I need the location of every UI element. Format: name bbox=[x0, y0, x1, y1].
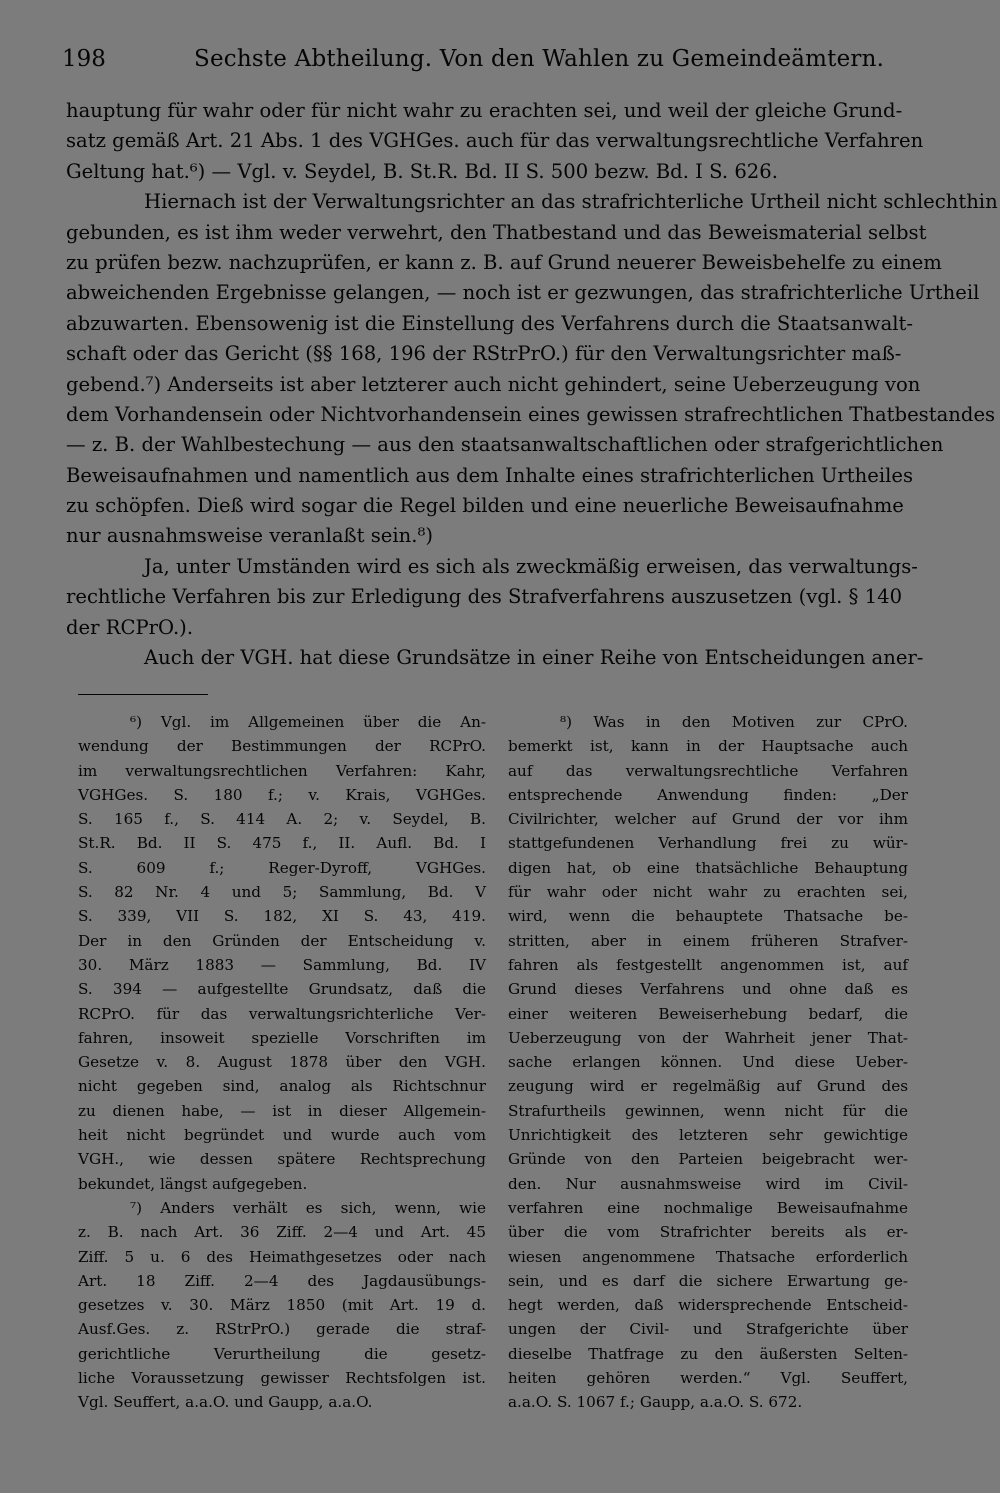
footnote-line: zeugung wird er regelmäßig auf Grund des bbox=[508, 1077, 908, 1096]
footnote-line: ⁸) Was in den Motiven zur CPrO. bbox=[560, 713, 908, 731]
body-line: abzuwarten. Ebensowenig ist die Einstellung des Verfahrens durch die Staatsanwalt- bbox=[66, 311, 914, 335]
footnote-line: stritten, aber in einem früheren Strafver- bbox=[508, 931, 908, 950]
footnote-line: Der in den Gründen der Entscheidung v. bbox=[78, 931, 486, 950]
body-line: rechtliche Verfahren bis zur Erledigung des Strafverfahrens auszusetzen (vgl. § 140 bbox=[66, 585, 903, 609]
footnote-line: S. 394 — aufgestellte Grundsatz, daß die bbox=[78, 980, 486, 999]
footnote-line: Strafurtheils gewinnen, wenn nicht für die bbox=[508, 1101, 908, 1120]
footnote-line: fahren, insoweit spezielle Vorschriften im bbox=[78, 1028, 486, 1047]
footnote-line: z. B. nach Art. 36 Ziff. 2—4 und Art. 45 bbox=[78, 1223, 486, 1242]
footnote-line: Civilrichter, welcher auf Grund der vor ihm bbox=[508, 810, 908, 829]
footnote-line: Gesetze v. 8. August 1878 über den VGH. bbox=[78, 1053, 486, 1072]
footnote-line: Art. 18 Ziff. 2—4 des Jagdausübungs- bbox=[78, 1271, 486, 1290]
footnote-line: ⁷) Anders verhält es sich, wenn, wie bbox=[130, 1198, 486, 1217]
footnote-line: Unrichtigkeit des letzteren sehr gewichtige bbox=[508, 1126, 908, 1145]
footnote-line: heit nicht begründet und wurde auch vom bbox=[78, 1126, 486, 1145]
footnote-line: S. 165 f., S. 414 A. 2; v. Seydel, B. bbox=[78, 810, 486, 829]
footnote-line: VGHGes. S. 180 f.; v. Krais, VGHGes. bbox=[78, 785, 486, 804]
footnote-line: im verwaltungsrechtlichen Verfahren: Kahr, bbox=[78, 761, 486, 780]
body-line: nur ausnahmsweise veranlaßt sein.⁸) bbox=[66, 524, 433, 548]
body-line: Ja, unter Umständen wird es sich als zweckmäßig erweisen, das verwaltungs- bbox=[144, 554, 918, 578]
footnote-line: heiten gehören werden.“ Vgl. Seuffert, bbox=[508, 1369, 908, 1388]
footnote-line: a.a.O. S. 1067 f.; Gaupp, a.a.O. S. 672. bbox=[508, 1393, 803, 1412]
body-line: Auch der VGH. hat diese Grundsätze in einer Reihe von Entscheidungen aner- bbox=[144, 646, 924, 670]
footnote-line: wiesen angenommene Thatsache erforderlich bbox=[508, 1247, 908, 1266]
footnote-line: verfahren eine nochmalige Beweisaufnahme bbox=[508, 1198, 908, 1217]
footnote-line: einer weiteren Beweiserhebung bedarf, die bbox=[508, 1004, 908, 1023]
footnote-line: den. Nur ausnahmsweise wird im Civil- bbox=[508, 1174, 908, 1193]
footnote-line: fahren als festgestellt angenommen ist, auf bbox=[508, 955, 908, 974]
footnotes-left-column bbox=[78, 710, 486, 1415]
footnote-line: digen hat, ob eine thatsächliche Behauptung bbox=[508, 858, 908, 877]
footnote-line: gerichtliche Verurtheilung die gesetz- bbox=[78, 1344, 486, 1363]
body-line: gebend.⁷) Anderseits ist aber letzterer auch nicht gehindert, seine Ueberzeugung von bbox=[66, 372, 921, 396]
body-line: hauptung für wahr oder für nicht wahr zu erachten sei, und weil der gleiche Grund- bbox=[66, 99, 903, 122]
footnote-line: hegt werden, daß widersprechende Entscheid- bbox=[508, 1296, 908, 1315]
footnote-line: sein, und es darf die sichere Erwartung ge- bbox=[508, 1271, 908, 1290]
footnote-line: S. 82 Nr. 4 und 5; Sammlung, Bd. V bbox=[78, 883, 486, 902]
footnote-line: S. 339, VII S. 182, XI S. 43, 419. bbox=[78, 907, 486, 926]
footnote-line: 30. März 1883 — Sammlung, Bd. IV bbox=[78, 955, 486, 974]
footnote-line: Ausf.Ges. z. RStrPrO.) gerade die straf- bbox=[78, 1320, 486, 1339]
footnote-line: über die vom Strafrichter bereits als er- bbox=[508, 1223, 908, 1242]
body-line: zu schöpfen. Dieß wird sogar die Regel bilden und eine neuerliche Beweisaufnahme bbox=[66, 494, 904, 518]
footnote-line: liche Voraussetzung gewisser Rechtsfolgen ist. bbox=[78, 1369, 486, 1388]
footnote-line: Vgl. Seuffert, a.a.O. und Gaupp, a.a.O. bbox=[78, 1393, 373, 1412]
body-line: schaft oder das Gericht (§§ 168, 196 der RStrPrO.) für den Verwaltungsrichter maß- bbox=[66, 342, 902, 366]
footnote-line: Grund dieses Verfahrens und ohne daß es bbox=[508, 980, 908, 999]
footnote-line: nicht gegeben sind, analog als Richtschnur bbox=[78, 1077, 486, 1096]
body-line: dem Vorhandensein oder Nichtvorhandensein eines gewissen strafrechtlichen Thatbestandes bbox=[66, 402, 996, 426]
footnote-line: auf das verwaltungsrechtliche Verfahren bbox=[508, 761, 908, 780]
footnote-line: stattgefundenen Verhandlung frei zu wür- bbox=[508, 834, 908, 853]
footnote-line: Ziff. 5 u. 6 des Heimathgesetzes oder nach bbox=[78, 1247, 486, 1266]
footnote-line: gesetzes v. 30. März 1850 (mit Art. 19 d. bbox=[78, 1296, 486, 1315]
footnote-line: wendung der Bestimmungen der RCPrO. bbox=[78, 737, 486, 756]
footnote-line: RCPrO. für das verwaltungsrichterliche Ver- bbox=[78, 1004, 486, 1023]
footnote-line: St.R. Bd. II S. 475 f., II. Aufl. Bd. I bbox=[78, 834, 486, 853]
body-line: — z. B. der Wahlbestechung — aus den staatsanwaltschaftlichen oder strafgerichtlichen bbox=[66, 433, 944, 457]
footnote-line: entsprechende Anwendung finden: „Der bbox=[508, 785, 908, 804]
footnote-line: sache erlangen können. Und diese Ueber- bbox=[508, 1053, 908, 1072]
footnote-line: zu dienen habe, — ist in dieser Allgemein- bbox=[78, 1101, 486, 1120]
footnote-separator bbox=[78, 694, 208, 695]
body-line: Geltung hat.⁶) — Vgl. v. Seydel, B. St.R. Bd. II S. 500 bezw. Bd. I S. 626. bbox=[66, 159, 778, 183]
page-number: 198 bbox=[62, 46, 106, 72]
footnote-line: Ueberzeugung von der Wahrheit jener That- bbox=[508, 1028, 908, 1047]
footnotes-right-column bbox=[508, 710, 908, 1415]
footnote-line: ⁶) Vgl. im Allgemeinen über die An- bbox=[130, 713, 486, 731]
body-line: Beweisaufnahmen und namentlich aus dem Inhalte eines strafrichterlichen Urtheiles bbox=[66, 463, 914, 487]
footnote-line: VGH., wie dessen spätere Rechtsprechung bbox=[78, 1150, 486, 1169]
body-text bbox=[66, 96, 998, 673]
footnote-line: dieselbe Thatfrage zu den äußersten Selten- bbox=[508, 1344, 908, 1363]
body-line: zu prüfen bezw. nachzuprüfen, er kann z. B. auf Grund neuerer Beweisbehelfe zu einem bbox=[66, 250, 942, 274]
body-line: gebunden, es ist ihm weder verwehrt, den Thatbestand und das Beweismaterial selbst bbox=[66, 220, 927, 244]
body-line: abweichenden Ergebnisse gelangen, — noch ist er gezwungen, das strafrichterliche Urtheil bbox=[66, 281, 980, 305]
body-line: Hiernach ist der Verwaltungsrichter an das strafrichterliche Urtheil nicht schlechthin bbox=[144, 190, 998, 214]
footnote-line: für wahr oder nicht wahr zu erachten sei, bbox=[508, 883, 908, 902]
footnote-line: bekundet, längst aufgegeben. bbox=[78, 1174, 308, 1193]
body-line: satz gemäß Art. 21 Abs. 1 des VGHGes. auch für das verwaltungsrechtliche Verfahren bbox=[66, 129, 924, 153]
footnote-line: S. 609 f.; Reger-Dyroff, VGHGes. bbox=[78, 858, 486, 877]
footnote-line: bemerkt ist, kann in der Hauptsache auch bbox=[508, 737, 908, 756]
footnote-line: Gründe von den Parteien beigebracht wer- bbox=[508, 1150, 908, 1169]
body-line: der RCPrO.). bbox=[66, 615, 194, 639]
footnote-line: ungen der Civil- und Strafgerichte über bbox=[508, 1320, 908, 1339]
footnote-line: wird, wenn die behauptete Thatsache be- bbox=[508, 907, 908, 926]
running-title: Sechste Abtheilung. Von den Wahlen zu Gemeindeämtern. bbox=[194, 46, 885, 72]
